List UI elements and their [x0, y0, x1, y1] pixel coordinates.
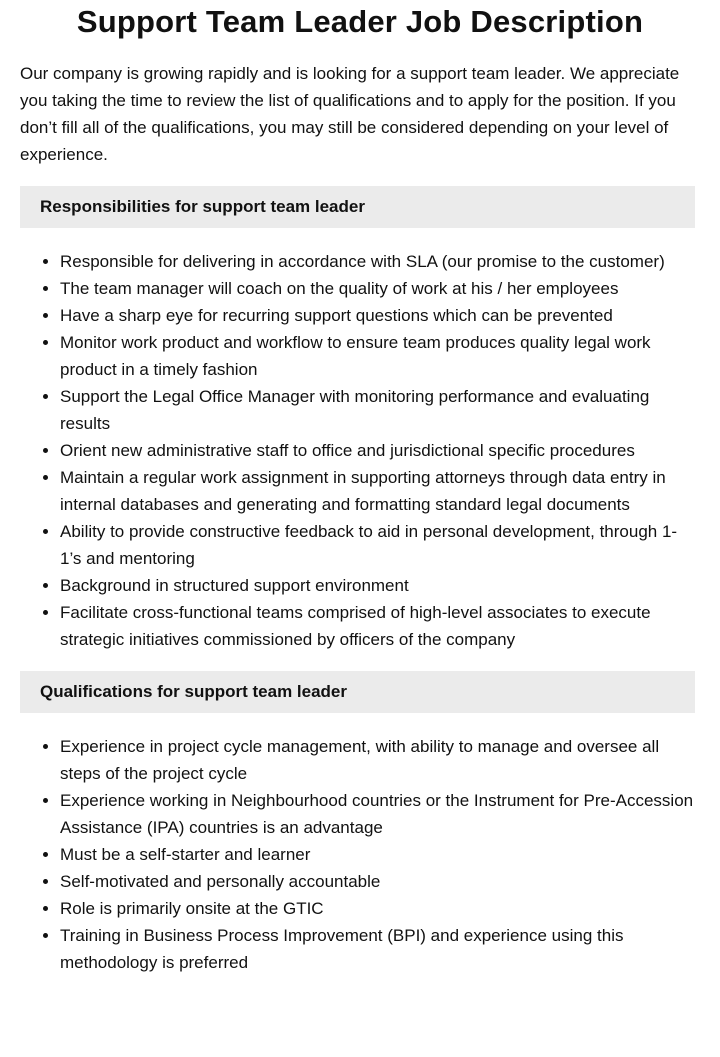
list-item: • Must be a self-starter and learner: [60, 841, 695, 868]
list-item: • Self-motivated and personally accountable: [60, 868, 695, 895]
list-item: • Training in Business Process Improvement (BPI) and experience using this methodology is preferred: [60, 922, 695, 976]
intro-paragraph: Our company is growing rapidly and is looking for a support team leader. We appreciate you taking the time to review the list of qualifications and to apply for the position. If you don’t fill all of the qualifications, you may still be considered depending on your level of experience.: [20, 64, 680, 164]
list-item: • Have a sharp eye for recurring support questions which can be prevented: [60, 302, 695, 329]
list-item: • Responsible for delivering in accordance with SLA (our promise to the customer): [60, 248, 695, 275]
page-title: Support Team Leader Job Description: [76, 4, 644, 39]
list-item: • Orient new administrative staff to office and jurisdictional specific procedures: [60, 437, 695, 464]
list-item: • Monitor work product and workflow to ensure team produces quality legal work product in a timely fashion: [60, 329, 695, 383]
list-item: • Background in structured support environment: [60, 572, 695, 599]
qualifications-list: [20, 733, 695, 976]
list-item: • Maintain a regular work assignment in supporting attorneys through data entry in internal databases and generating and formatting standard legal documents: [60, 464, 695, 518]
list-item: • Experience in project cycle management, with ability to manage and oversee all steps of the project cycle: [60, 733, 695, 787]
list-item: • Experience working in Neighbourhood countries or the Instrument for Pre-Accession Assistance (IPA) countries is an advantage: [60, 787, 695, 841]
list-item: • Ability to provide constructive feedback to aid in personal development, through 1-1’s and mentoring: [60, 518, 695, 572]
list-item: • Role is primarily onsite at the GTIC: [60, 895, 695, 922]
responsibilities-list: [20, 248, 695, 653]
list-item: • Support the Legal Office Manager with monitoring performance and evaluating results: [60, 383, 695, 437]
list-item: • The team manager will coach on the quality of work at his / her employees: [60, 275, 695, 302]
responsibilities-heading: Responsibilities for support team leader: [20, 186, 695, 228]
qualifications-heading: Qualifications for support team leader: [20, 671, 695, 713]
list-item: • Facilitate cross-functional teams comprised of high-level associates to execute strategic initiatives commissioned by officers of the company: [60, 599, 695, 653]
